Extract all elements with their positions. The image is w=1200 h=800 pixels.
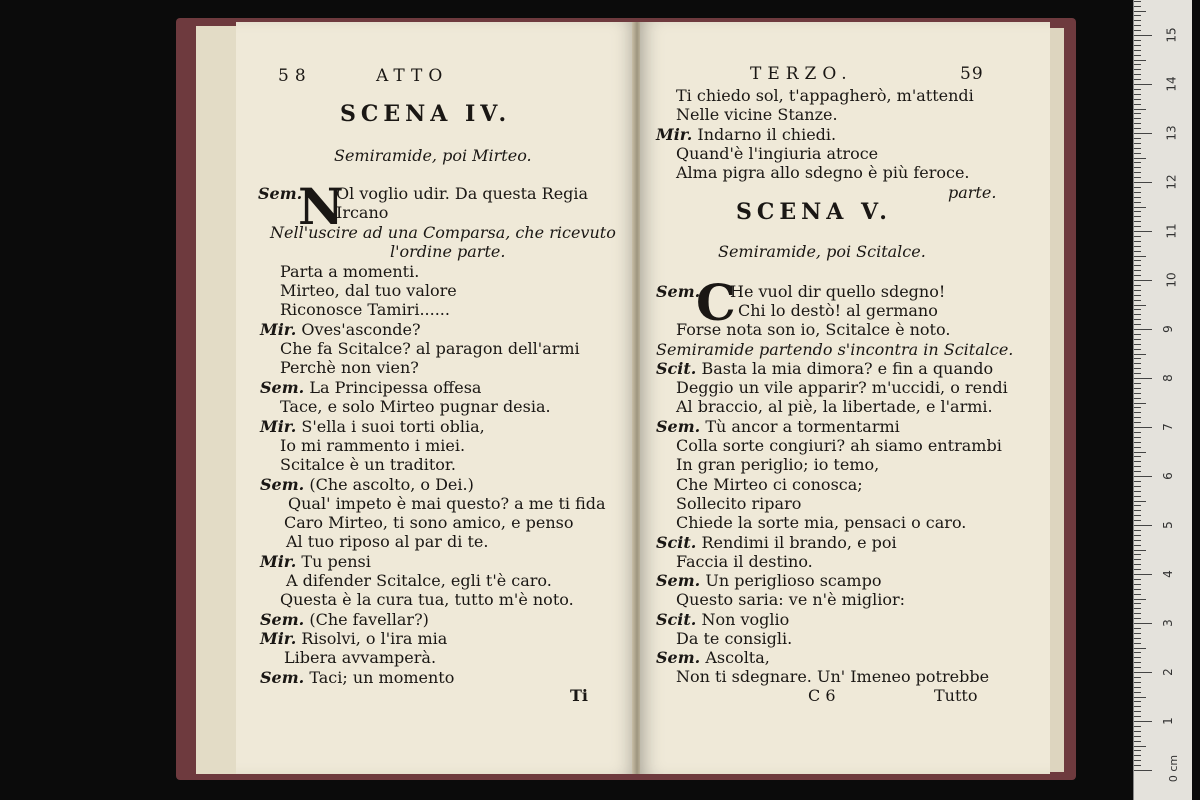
ruler-tick: [1134, 628, 1141, 629]
ruler-tick: [1134, 84, 1152, 85]
ruler-tick: [1134, 314, 1141, 315]
verse-line: In gran periglio; io temo,: [676, 455, 880, 474]
ruler-tick: [1134, 535, 1141, 536]
speaker-label: Mir.: [656, 125, 693, 144]
ruler-tick: [1134, 407, 1141, 408]
page-number: 58: [278, 66, 312, 86]
ruler-tick: [1134, 496, 1141, 497]
ruler-mark-label: 5: [1160, 521, 1175, 529]
ruler-tick: [1134, 623, 1152, 624]
speaker-label: Scit.: [656, 533, 697, 552]
ruler-tick: [1134, 74, 1141, 75]
ruler-tick: [1134, 153, 1141, 154]
ruler-tick: [1134, 652, 1141, 653]
speaker-label: Mir.: [260, 629, 297, 648]
ruler-tick: [1134, 442, 1141, 443]
ruler-tick: [1134, 241, 1141, 242]
scene-persons: Semiramide, poi Scitalce.: [718, 242, 926, 261]
ruler-tick: [1134, 403, 1146, 404]
ruler-tick: [1134, 501, 1146, 502]
ruler-tick: [1134, 187, 1141, 188]
ruler-mark-label: 15: [1164, 27, 1179, 43]
ruler-tick: [1134, 177, 1141, 178]
verse-line: [258, 184, 302, 204]
ruler-tick: [1134, 167, 1141, 168]
ruler-tick: [1134, 358, 1141, 359]
speaker-label: Mir.: [260, 552, 297, 571]
verse-line: Sem. (Che ascolto, o Dei.): [260, 475, 474, 494]
ruler-tick: [1134, 275, 1141, 276]
ruler-tick: [1134, 138, 1141, 139]
verse-line: Scit. Basta la mia dimora? e fin a quando: [656, 359, 994, 378]
verse-line: [656, 282, 700, 302]
verse-line: Sem. Un periglioso scampo: [656, 571, 882, 590]
verse-line: Deggio un vile apparir? m'uccidi, o rendi: [676, 378, 1008, 397]
verse-line: Mirteo, dal tuo valore: [280, 281, 457, 300]
verse-line: Libera avvamperà.: [284, 648, 437, 667]
scene-persons: Semiramide, poi Mirteo.: [334, 146, 532, 165]
ruler-tick: [1134, 726, 1141, 727]
ruler-tick: [1134, 750, 1141, 751]
ruler-tick: [1134, 515, 1141, 516]
ruler-tick: [1134, 236, 1141, 237]
ruler-tick: [1134, 559, 1141, 560]
stage-direction: parte.: [948, 183, 997, 202]
verse-line: Sem. Taci; un momento: [260, 668, 455, 687]
verse-line: Io mi rammento i miei.: [280, 436, 466, 455]
verse-line: Quand'è l'ingiuria atroce: [676, 144, 879, 163]
catchword: Tutto: [934, 686, 978, 705]
ruler-tick: [1134, 158, 1146, 159]
ruler-tick: [1134, 706, 1141, 707]
ruler-mark-label: 13: [1164, 125, 1179, 141]
ruler-tick: [1134, 677, 1141, 678]
ruler-tick: [1134, 192, 1141, 193]
ruler-tick: [1134, 324, 1141, 325]
speaker-label: Scit.: [656, 610, 697, 629]
verse-line: Mir. Indarno il chiedi.: [656, 125, 837, 144]
ruler-tick: [1134, 741, 1141, 742]
running-head: ATTO: [376, 66, 449, 86]
ruler-tick: [1134, 486, 1141, 487]
drop-cap: N: [298, 177, 344, 236]
verse-line: Forse nota son io, Scitalce è noto.: [676, 320, 951, 339]
ruler-tick: [1134, 736, 1141, 737]
verse-line: Chi lo destò! al germano: [738, 301, 938, 320]
ruler-tick: [1134, 339, 1141, 340]
ruler-tick: [1134, 300, 1141, 301]
speaker-label: Sem.: [258, 184, 303, 203]
verse-line: Sem. La Principessa offesa: [260, 378, 482, 397]
verse-line: He vuol dir quello sdegno!: [730, 282, 946, 301]
ruler-tick: [1134, 383, 1141, 384]
scene-title: SCENA IV.: [340, 101, 512, 127]
verse-line: Parta a momenti.: [280, 262, 420, 281]
ruler-tick: [1134, 569, 1141, 570]
ruler-tick: [1134, 471, 1141, 472]
verse-line: Colla sorte congiuri? ah siamo entrambi: [676, 436, 1002, 455]
ruler-tick: [1134, 25, 1141, 26]
running-head: TERZO.: [750, 64, 853, 84]
verse-line: Tace, e solo Mirteo pugnar desia.: [280, 397, 551, 416]
ruler-tick: [1134, 481, 1141, 482]
ruler-mark-label: 6: [1160, 472, 1175, 480]
verse-line: Sem. (Che favellar?): [260, 610, 429, 629]
ruler-tick: [1134, 30, 1141, 31]
ruler-tick: [1134, 667, 1141, 668]
ruler-tick: [1134, 290, 1141, 291]
verse-line: Sem. Tù ancor a tormentarmi: [656, 417, 900, 436]
ruler-mark-label: 9: [1160, 325, 1175, 333]
verse-line: Ol voglio udir. Da questa Regia: [336, 184, 589, 203]
ruler-tick: [1134, 109, 1146, 110]
verse-line: Faccia il destino.: [676, 552, 813, 571]
ruler-tick: [1134, 334, 1141, 335]
measuring-ruler: [1133, 0, 1192, 800]
speaker-label: Sem.: [656, 571, 701, 590]
ruler-tick: [1134, 505, 1141, 506]
ruler-unit-label: 0 cm: [1167, 754, 1181, 783]
ruler-tick: [1134, 603, 1141, 604]
speaker-label: Sem.: [656, 417, 701, 436]
ruler-tick: [1134, 452, 1146, 453]
verse-line: Qual' impeto è mai questo? a me ti fida: [288, 494, 606, 513]
ruler-tick: [1134, 45, 1141, 46]
ruler-tick: [1134, 202, 1141, 203]
ruler-tick: [1134, 143, 1141, 144]
verse-line: Sem. Ascolta,: [656, 648, 770, 667]
ruler-tick: [1134, 246, 1141, 247]
ruler-tick: [1134, 89, 1141, 90]
ruler-tick: [1134, 564, 1141, 565]
ruler-tick: [1134, 657, 1141, 658]
ruler-tick: [1134, 172, 1141, 173]
verse-line: Mir. Risolvi, o l'ira mia: [260, 629, 448, 648]
left-page: [236, 22, 636, 774]
ruler-tick: [1134, 11, 1146, 12]
ruler-tick: [1134, 721, 1152, 722]
ruler-mark-label: 2: [1160, 668, 1175, 676]
ruler-mark-label: 14: [1164, 76, 1179, 92]
ruler-tick: [1134, 251, 1141, 252]
verse-line: Caro Mirteo, ti sono amico, e penso: [284, 513, 574, 532]
stage-direction: Nell'uscire ad una Comparsa, che ricevuto: [270, 223, 616, 242]
ruler-tick: [1134, 692, 1141, 693]
ruler-tick: [1134, 368, 1141, 369]
page-stack-left: [196, 26, 241, 774]
speaker-label: Mir.: [260, 417, 297, 436]
ruler-tick: [1134, 447, 1141, 448]
ruler-tick: [1134, 280, 1152, 281]
ruler-tick: [1134, 584, 1141, 585]
verse-line: Alma pigra allo sdegno è più feroce.: [676, 163, 970, 182]
ruler-tick: [1134, 344, 1141, 345]
ruler-tick: [1134, 608, 1141, 609]
verse-line: Che fa Scitalce? al paragon dell'armi: [280, 339, 580, 358]
ruler-tick: [1134, 398, 1141, 399]
ruler-tick: [1134, 613, 1141, 614]
ruler-mark-label: 12: [1164, 174, 1179, 190]
ruler-tick: [1134, 417, 1141, 418]
ruler-tick: [1134, 6, 1141, 7]
ruler-tick: [1134, 35, 1152, 36]
ruler-tick: [1134, 99, 1141, 100]
ruler-tick: [1134, 207, 1146, 208]
ruler-tick: [1134, 711, 1141, 712]
verse-line: Mir. Tu pensi: [260, 552, 371, 571]
ruler-tick: [1134, 662, 1141, 663]
verse-line: Questo saria: ve n'è miglior:: [676, 590, 906, 609]
verse-line: Al tuo riposo al par di te.: [286, 532, 489, 551]
ruler-tick: [1134, 64, 1141, 65]
ruler-tick: [1134, 128, 1141, 129]
ruler-tick: [1134, 746, 1146, 747]
speaker-label: Sem.: [656, 282, 701, 301]
ruler-tick: [1134, 643, 1141, 644]
ruler-tick: [1134, 133, 1152, 134]
verse-line: Non ti sdegnare. Un' Imeneo potrebbe: [676, 667, 990, 686]
ruler-tick: [1134, 211, 1141, 212]
ruler-tick: [1134, 510, 1141, 511]
verse-line: Sollecito riparo: [676, 494, 802, 513]
ruler-tick: [1134, 354, 1146, 355]
verse-line: Scit. Rendimi il brando, e poi: [656, 533, 897, 552]
ruler-mark-label: 4: [1160, 570, 1175, 578]
ruler-tick: [1134, 682, 1141, 683]
ruler-tick: [1134, 216, 1141, 217]
ruler-tick: [1134, 265, 1141, 266]
ruler-tick: [1134, 618, 1141, 619]
ruler-tick: [1134, 599, 1146, 600]
ruler-tick: [1134, 15, 1141, 16]
verse-line: Nelle vicine Stanze.: [676, 105, 838, 124]
ruler-tick: [1134, 422, 1141, 423]
ruler-tick: [1134, 256, 1146, 257]
ruler-tick: [1134, 378, 1152, 379]
ruler-tick: [1134, 393, 1141, 394]
ruler-mark-label: 7: [1160, 423, 1175, 431]
speaker-label: Mir.: [260, 320, 297, 339]
speaker-label: Sem.: [260, 378, 305, 397]
ruler-tick: [1134, 373, 1141, 374]
ruler-tick: [1134, 427, 1152, 428]
ruler-tick: [1134, 550, 1146, 551]
ruler-tick: [1134, 226, 1141, 227]
ruler-tick: [1134, 648, 1146, 649]
page-number: 59: [960, 64, 984, 84]
ruler-tick: [1134, 162, 1141, 163]
ruler-tick: [1134, 118, 1141, 119]
ruler-tick: [1134, 432, 1141, 433]
ruler-tick: [1134, 437, 1141, 438]
ruler-tick: [1134, 731, 1141, 732]
ruler-tick: [1134, 79, 1141, 80]
speaker-label: Sem.: [260, 475, 305, 494]
verse-line: Scit. Non voglio: [656, 610, 790, 629]
verse-line: Ircano: [336, 203, 389, 222]
signature-mark: C 6: [808, 686, 836, 705]
ruler-mark-label: 8: [1160, 374, 1175, 382]
ruler-tick: [1134, 231, 1152, 232]
ruler-tick: [1134, 530, 1141, 531]
ruler-tick: [1134, 319, 1141, 320]
ruler-tick: [1134, 716, 1141, 717]
drop-cap: C: [696, 273, 736, 332]
ruler-tick: [1134, 285, 1141, 286]
ruler-tick: [1134, 305, 1146, 306]
speaker-label: Sem.: [260, 610, 305, 629]
right-page: [640, 22, 1050, 774]
ruler-tick: [1134, 540, 1141, 541]
stage-direction: Semiramide partendo s'incontra in Scitalce.: [656, 340, 1014, 359]
ruler-tick: [1134, 113, 1141, 114]
ruler-tick: [1134, 309, 1141, 310]
ruler-tick: [1134, 701, 1141, 702]
stage-direction: l'ordine parte.: [390, 242, 506, 261]
ruler-tick: [1134, 554, 1141, 555]
ruler-tick: [1134, 765, 1141, 766]
ruler-tick: [1134, 672, 1152, 673]
verse-line: Scitalce è un traditor.: [280, 455, 456, 474]
ruler-tick: [1134, 520, 1141, 521]
verse-line: Al braccio, al piè, la libertade, e l'armi.: [676, 397, 993, 416]
ruler-tick: [1134, 545, 1141, 546]
verse-line: Perchè non vien?: [280, 358, 419, 377]
verse-line: Chiede la sorte mia, pensaci o caro.: [676, 513, 967, 532]
ruler-tick: [1134, 697, 1146, 698]
ruler-tick: [1134, 148, 1141, 149]
ruler-tick: [1134, 329, 1152, 330]
ruler-tick: [1134, 1, 1141, 2]
ruler-tick: [1134, 461, 1141, 462]
ruler-tick: [1134, 182, 1152, 183]
ruler-tick: [1134, 123, 1141, 124]
ruler-tick: [1134, 755, 1141, 756]
speaker-label: Sem.: [656, 648, 701, 667]
ruler-tick: [1134, 633, 1141, 634]
ruler-mark-label: 11: [1164, 223, 1179, 239]
ruler-tick: [1134, 363, 1141, 364]
speaker-label: Scit.: [656, 359, 697, 378]
ruler-tick: [1134, 197, 1141, 198]
speaker-label: Sem.: [260, 668, 305, 687]
ruler-tick: [1134, 574, 1152, 575]
ruler-tick: [1134, 476, 1152, 477]
verse-line: Mir. Oves'asconde?: [260, 320, 421, 339]
verse-line: Riconosce Tamiri......: [280, 300, 450, 319]
verse-line: A difender Scitalce, egli t'è caro.: [286, 571, 552, 590]
ruler-tick: [1134, 260, 1141, 261]
verse-line: Ti chiedo sol, t'appagherò, m'attendi: [676, 86, 974, 105]
ruler-mark-label: 3: [1160, 619, 1175, 627]
ruler-tick: [1134, 594, 1141, 595]
ruler-tick: [1134, 760, 1141, 761]
ruler-tick: [1134, 295, 1141, 296]
ruler-tick: [1134, 349, 1141, 350]
ruler-tick: [1134, 94, 1141, 95]
verse-line: Questa è la cura tua, tutto m'è noto.: [280, 590, 574, 609]
ruler-tick: [1134, 770, 1152, 771]
ruler-tick: [1134, 687, 1141, 688]
ruler-tick: [1134, 491, 1141, 492]
verse-line: Che Mirteo ci conosca;: [676, 475, 863, 494]
ruler-tick: [1134, 40, 1141, 41]
ruler-tick: [1134, 270, 1141, 271]
ruler-tick: [1134, 69, 1141, 70]
ruler-mark-label: 10: [1164, 272, 1179, 288]
ruler-tick: [1134, 388, 1141, 389]
verse-line: Da te consigli.: [676, 629, 793, 648]
ruler-tick: [1134, 55, 1141, 56]
ruler-tick: [1134, 60, 1146, 61]
ruler-tick: [1134, 20, 1141, 21]
ruler-tick: [1134, 456, 1141, 457]
ruler-tick: [1134, 638, 1141, 639]
verse-line: Mir. S'ella i suoi torti oblia,: [260, 417, 485, 436]
catchword: Ti: [570, 686, 588, 705]
ruler-tick: [1134, 104, 1141, 105]
ruler-tick: [1134, 466, 1141, 467]
scene-title: SCENA V.: [736, 199, 892, 225]
ruler-tick: [1134, 412, 1141, 413]
ruler-tick: [1134, 589, 1141, 590]
ruler-tick: [1134, 221, 1141, 222]
ruler-tick: [1134, 525, 1152, 526]
ruler-mark-label: 1: [1160, 717, 1175, 725]
ruler-tick: [1134, 579, 1141, 580]
ruler-tick: [1134, 50, 1141, 51]
